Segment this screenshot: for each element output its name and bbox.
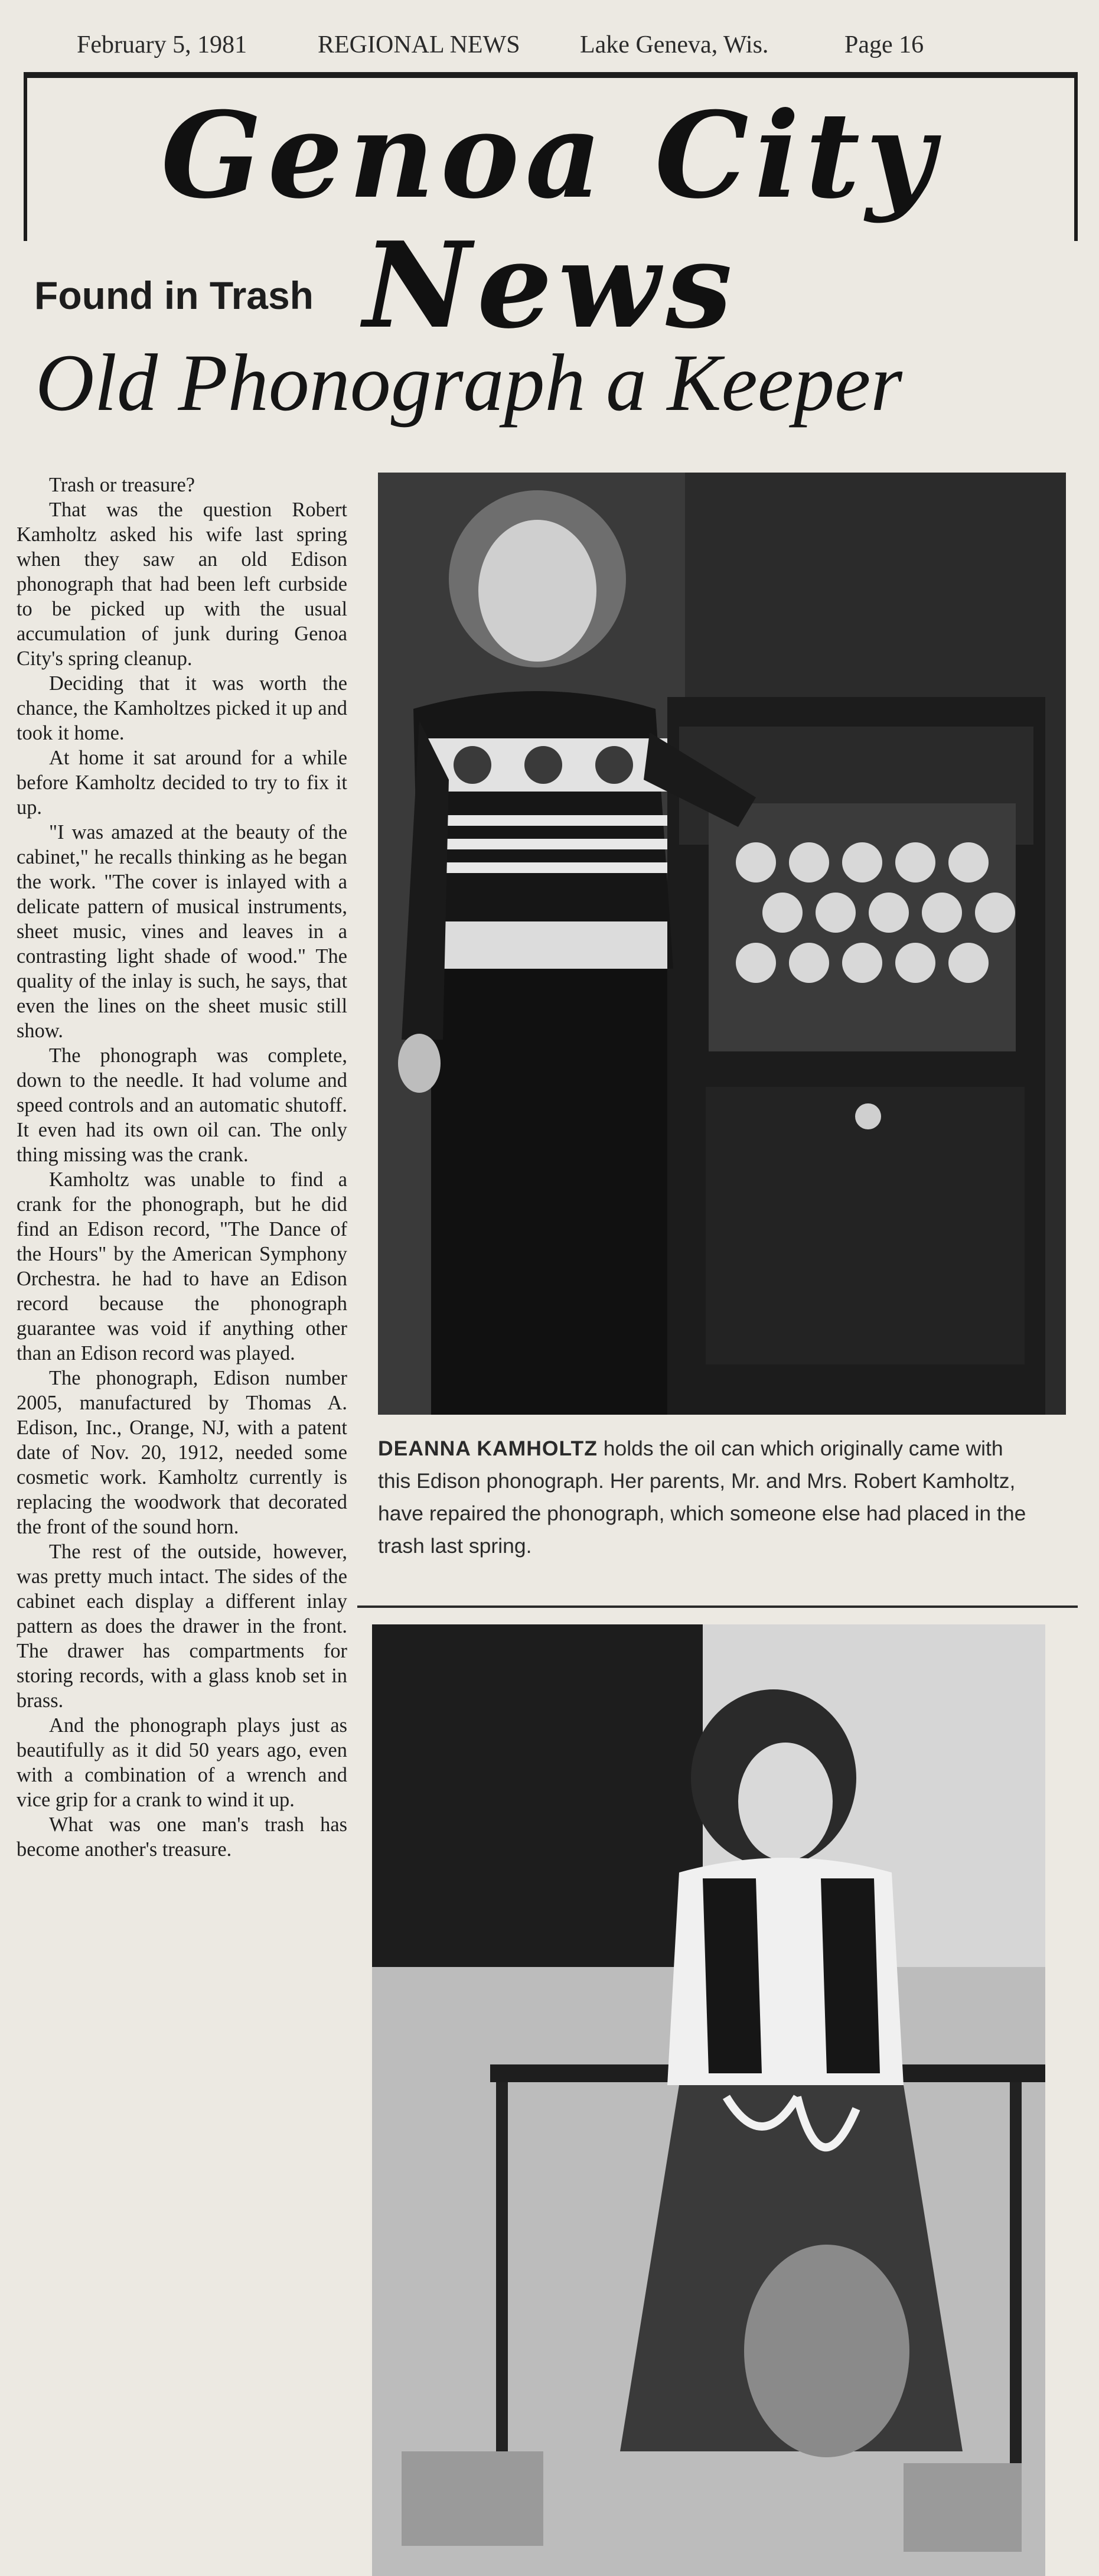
caption-name: DEANNA KAMHOLTZ [378, 1437, 598, 1460]
article-paragraph: The phonograph, Edison number 2005, manufactured by Thomas A. Edison, Inc., Orange, NJ, with a patent date of Nov. 20, 1912, needed some cosmetic work. Kamholtz currently is replacing the woodwork that decorated the front of the sound horn. [17, 1367, 347, 1538]
folio-place: Lake Geneva, Wis. [580, 31, 769, 58]
photo-caption [378, 1432, 1039, 1562]
second-photo-illustration [372, 1624, 1045, 2576]
page-folio [0, 31, 1099, 72]
article-paragraph: The rest of the outside, however, was pretty much intact. The sides of the cabinet each display a different inlay pattern as does the drawer in the front. The drawer has compartments for storing records, with a glass knob set in brass. [17, 1541, 347, 1712]
nameplate-title: Genoa City News [161, 86, 941, 355]
folio-section: REGIONAL NEWS [318, 31, 520, 58]
article-paragraph: "I was amazed at the beauty of the cabinet," he recalls thinking as he began the work. "The cover is inlayed with a delicate pattern of musical instruments, sheet music, vines and leaves in a contrasting light shade of wood." The quality of the inlay is such, he says, that even the lines on the sheet music still show. [17, 821, 347, 1042]
phonograph-photo-illustration [378, 473, 1066, 1415]
article-paragraph: And the phonograph plays just as beautifully as it did 50 years ago, even with a combination of a wrench and vice grip for a crank to wind it up. [17, 1714, 347, 1811]
folio-page: Page 16 [844, 31, 924, 58]
caption-text: holds the oil can which originally came with this Edison phonograph. Her parents, Mr. and Mrs. Robert Kamholtz, have repaired the phonograph, which someone else had placed in the trash last spring. [378, 1437, 1026, 1558]
article-paragraph: Kamholtz was unable to find a crank for the phonograph, but he did find an Edison record, "The Dance of the Hours" by the American Symphony Orchestra. he had to have an Edison record because the phonograph guarantee was void if anything other than an Edison record was played. [17, 1168, 347, 1364]
article-body [17, 473, 347, 2552]
headline: Old Phonograph a Keeper [35, 337, 903, 428]
article-paragraph: The phonograph was complete, down to the needle. It had volume and speed controls and an automatic shutoff. It even had its own oil can. The only thing missing was the crank. [17, 1044, 347, 1166]
article-paragraph: What was one man's trash has become another's treasure. [17, 1813, 347, 1861]
article-paragraph: At home it sat around for a while before Kamholtz decided to try to fix it up. [17, 747, 347, 819]
article-paragraph: That was the question Robert Kamholtz asked his wife last spring when they saw an old Edison phonograph that had been left curbside to be picked up with the usual accumulation of junk during Genoa City's spring cleanup. [17, 499, 347, 670]
folio-date: February 5, 1981 [77, 31, 247, 58]
phonograph-photo [378, 473, 1066, 1415]
section-divider [357, 1605, 1078, 1608]
kicker: Found in Trash [34, 273, 314, 317]
article-paragraph: Deciding that it was worth the chance, the Kamholtzes picked it up and took it home. [17, 672, 347, 744]
second-photo [372, 1624, 1045, 2576]
article-paragraph: Trash or treasure? [49, 474, 195, 496]
